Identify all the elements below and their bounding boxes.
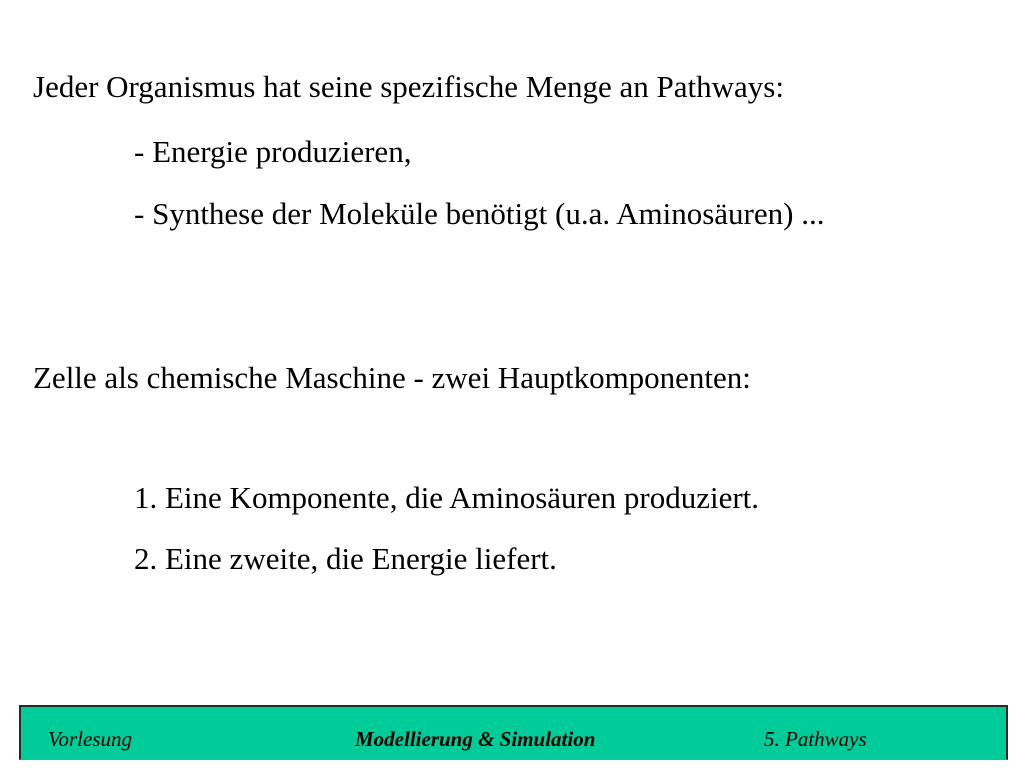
bullet-synthesis: - Synthese der Moleküle benötigt (u.a. Aminosäuren) ... — [134, 196, 825, 231]
section-heading: Zelle als chemische Maschine - zwei Hauptkomponenten: — [33, 360, 751, 395]
component-item-1: 1. Eine Komponente, die Aminosäuren produziert. — [134, 480, 760, 515]
component-item-2: 2. Eine zweite, die Energie liefert. — [134, 541, 557, 576]
bullet-energy: - Energie produzieren, — [134, 134, 412, 169]
intro-text: Jeder Organismus hat seine spezifische Menge an Pathways: — [33, 69, 784, 104]
footer-course-title: Modellierung & Simulation — [355, 727, 596, 751]
footer-bar — [19, 705, 1008, 760]
footer-lecture-label: Vorlesung — [48, 727, 132, 751]
footer-chapter-label: 5. Pathways — [764, 727, 867, 751]
